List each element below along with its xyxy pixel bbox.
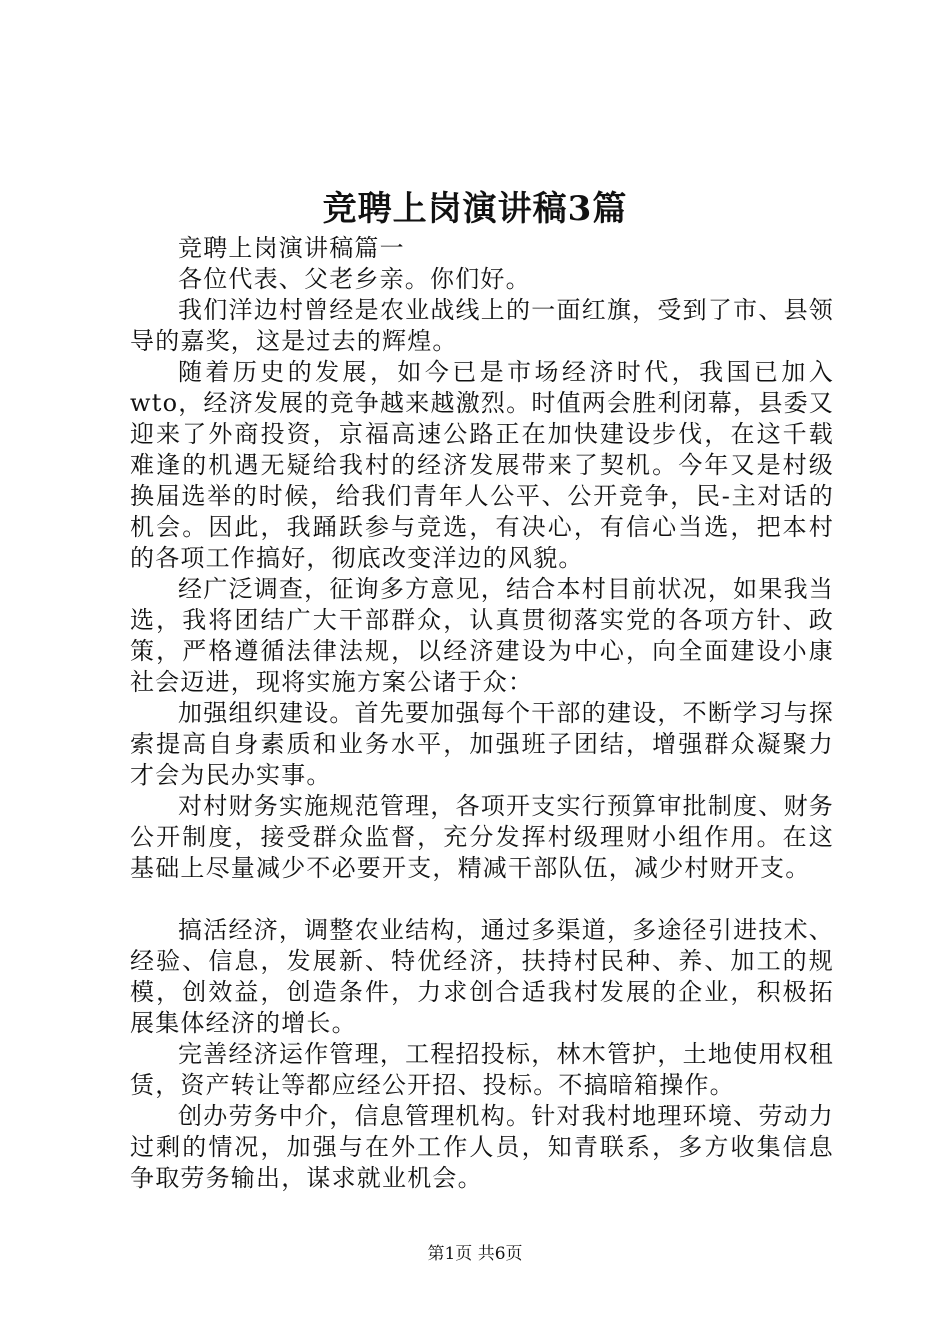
paragraph: 加强组织建设。首先要加强每个干部的建设，不断学习与探索提高自身素质和业务水平，加强班子团结，增强群众凝聚力才会为民办实事。 bbox=[130, 699, 834, 789]
page-footer: 第1页 共6页 bbox=[427, 1244, 523, 1264]
paragraph: 经广泛调查，征询多方意见，结合本村目前状况，如果我当选，我将团结广大干部群众，认真贯彻落实党的各项方针、政策，严格遵循法律法规，以经济建设为中心，向全面建设小康社会迈进，现将实施方案公诸于众： bbox=[130, 575, 834, 696]
paragraph: 搞活经济，调整农业结构，通过多渠道，多途径引进技术、经验、信息，发展新、特优经济，扶持村民种、养、加工的规模，创效益，创造条件，力求创合适我村发展的企业，积极拓展集体经济的增长。 bbox=[130, 916, 834, 1037]
greeting-paragraph: 各位代表、父老乡亲。你们好。 bbox=[178, 265, 531, 293]
paragraph: 创办劳务中介，信息管理机构。针对我村地理环境、劳动力过剩的情况，加强与在外工作人员，知青联系，多方收集信息争取劳务输出，谋求就业机会。 bbox=[130, 1102, 834, 1192]
paragraph: 完善经济运作管理，工程招投标，林木管护，土地使用权租赁，资产转让等都应经公开招、投标。不搞暗箱操作。 bbox=[130, 1040, 834, 1099]
document-title: 竞聘上岗演讲稿3篇 bbox=[322, 189, 628, 229]
document-body bbox=[130, 233, 834, 1194]
paragraph: 我们洋边村曾经是农业战线上的一面红旗，受到了市、县领导的嘉奖，这是过去的辉煌。 bbox=[130, 296, 834, 355]
paragraph: 对村财务实施规范管理，各项开支实行预算审批制度、财务公开制度，接受群众监督，充分发挥村级理财小组作用。在这基础上尽量减少不必要开支，精减干部队伍，减少村财开支。 bbox=[130, 792, 834, 882]
paragraph: 随着历史的发展，如今已是市场经济时代，我国已加入wto，经济发展的竞争越来越激烈。时值两会胜利闭幕，县委又迎来了外商投资，京福高速公路正在加快建设步伐，在这千载难逢的机遇无疑给我村的经济发展带来了契机。今年又是村级换届选举的时候，给我们青年人公平、公开竞争，民-主对话的机会。因此，我踊跃参与竞选，有决心，有信心当选，把本村的各项工作搞好，彻底改变洋边的风貌。 bbox=[130, 358, 834, 572]
section-heading: 竞聘上岗演讲稿篇一 bbox=[178, 234, 405, 262]
